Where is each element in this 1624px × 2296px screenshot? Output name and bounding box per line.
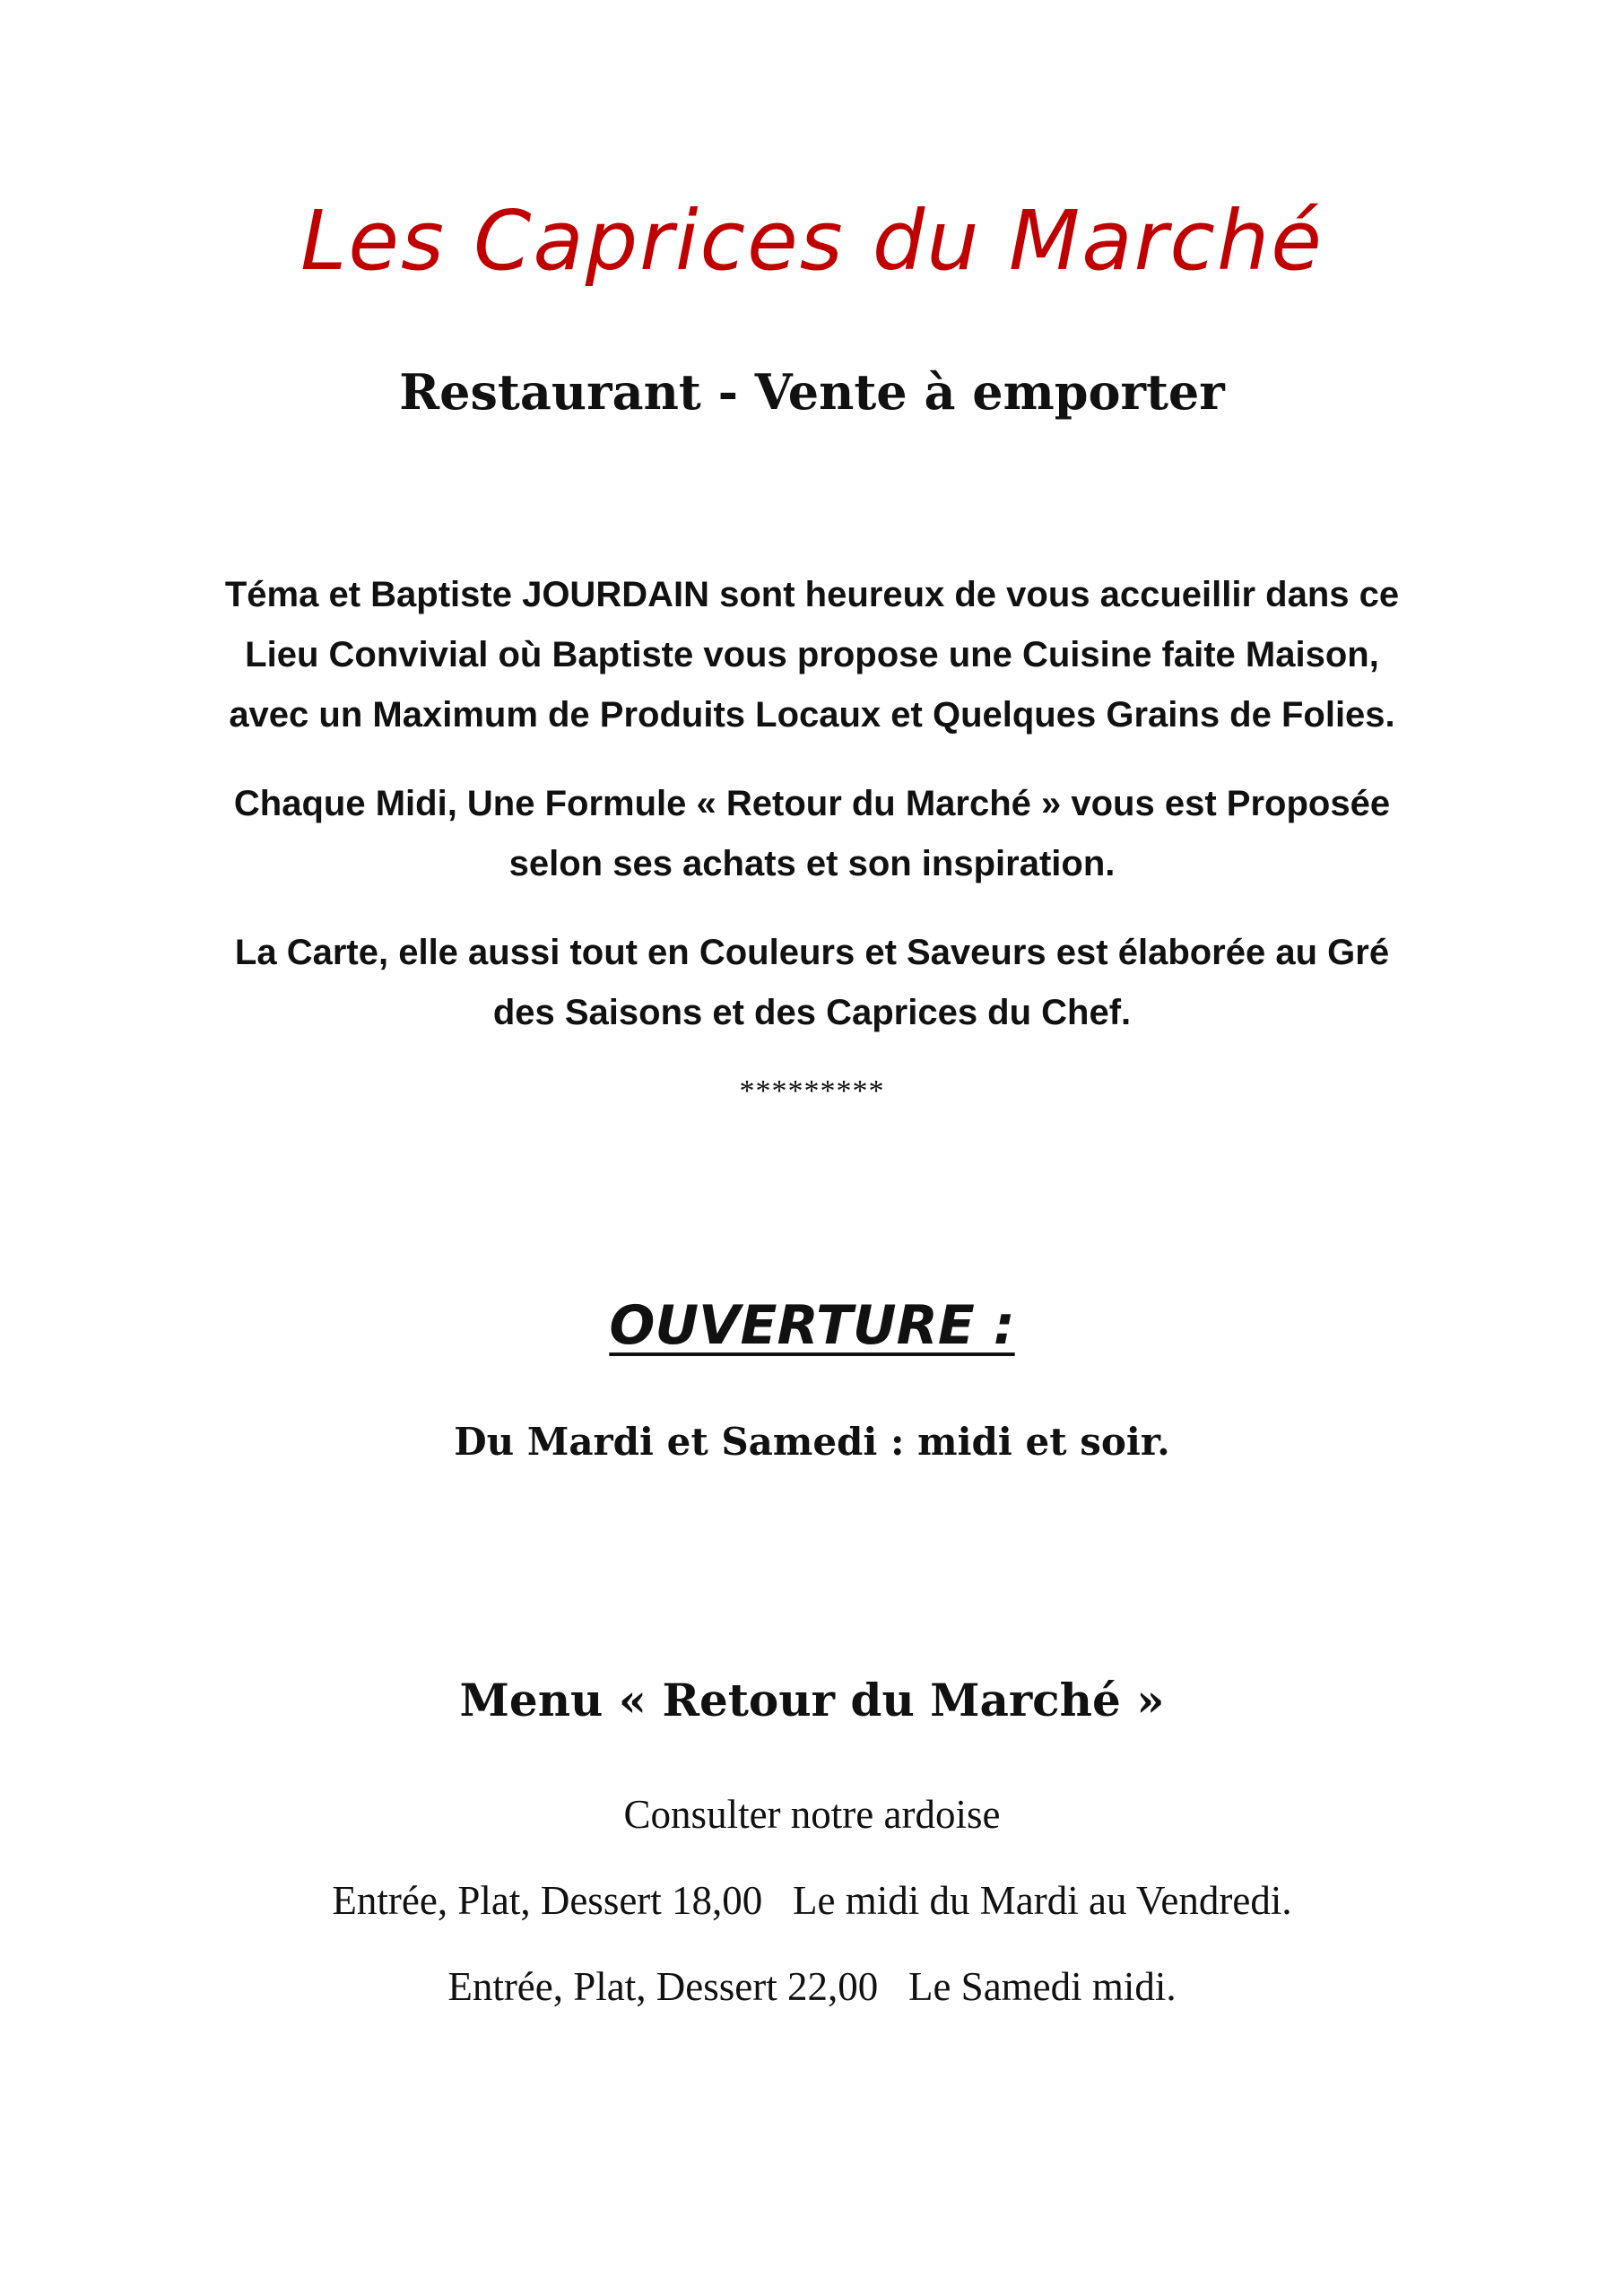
menu-note: Consulter notre ardoise	[623, 1792, 1001, 1837]
intro-paragraph-1	[0, 565, 1624, 745]
menu-title: Menu « Retour du Marché »	[459, 1674, 1165, 1726]
menu-price-line: Entrée, Plat, Dessert 22,00 Le Samedi midi.	[447, 1964, 1177, 2009]
opening-heading	[0, 1296, 1624, 1355]
separator-stars: *********	[739, 1074, 885, 1108]
restaurant-title: Les Caprices du Marché	[300, 193, 1324, 289]
intro-line: La Carte, elle aussi tout en Couleurs et Saveurs est élaborée au Gré	[234, 933, 1390, 972]
intro-line: Chaque Midi, Une Formule « Retour du Marché » vous est Proposée	[233, 784, 1391, 823]
menu-details	[0, 1771, 1624, 2030]
intro-line: selon ses achats et son inspiration.	[508, 844, 1116, 883]
menu-price-line: Entrée, Plat, Dessert 18,00 Le midi du Mardi au Vendredi.	[332, 1878, 1292, 1923]
intro-line: Téma et Baptiste JOURDAIN sont heureux de vous accueillir dans ce	[224, 575, 1400, 614]
opening-hours: Du Mardi et Samedi : midi et soir.	[454, 1420, 1170, 1464]
intro-line: Lieu Convivial où Baptiste vous propose une Cuisine faite Maison,	[245, 635, 1379, 674]
intro-line: des Saisons et des Caprices du Chef.	[492, 993, 1132, 1032]
intro-paragraph-3	[0, 923, 1624, 1043]
restaurant-subtitle: Restaurant - Vente à emporter	[399, 363, 1225, 421]
intro-text	[0, 565, 1624, 1072]
intro-line: avec un Maximum de Produits Locaux et Quelques Grains de Folies.	[229, 695, 1395, 735]
opening-heading-text: OUVERTURE :	[609, 1294, 1015, 1357]
intro-paragraph-2	[0, 774, 1624, 894]
